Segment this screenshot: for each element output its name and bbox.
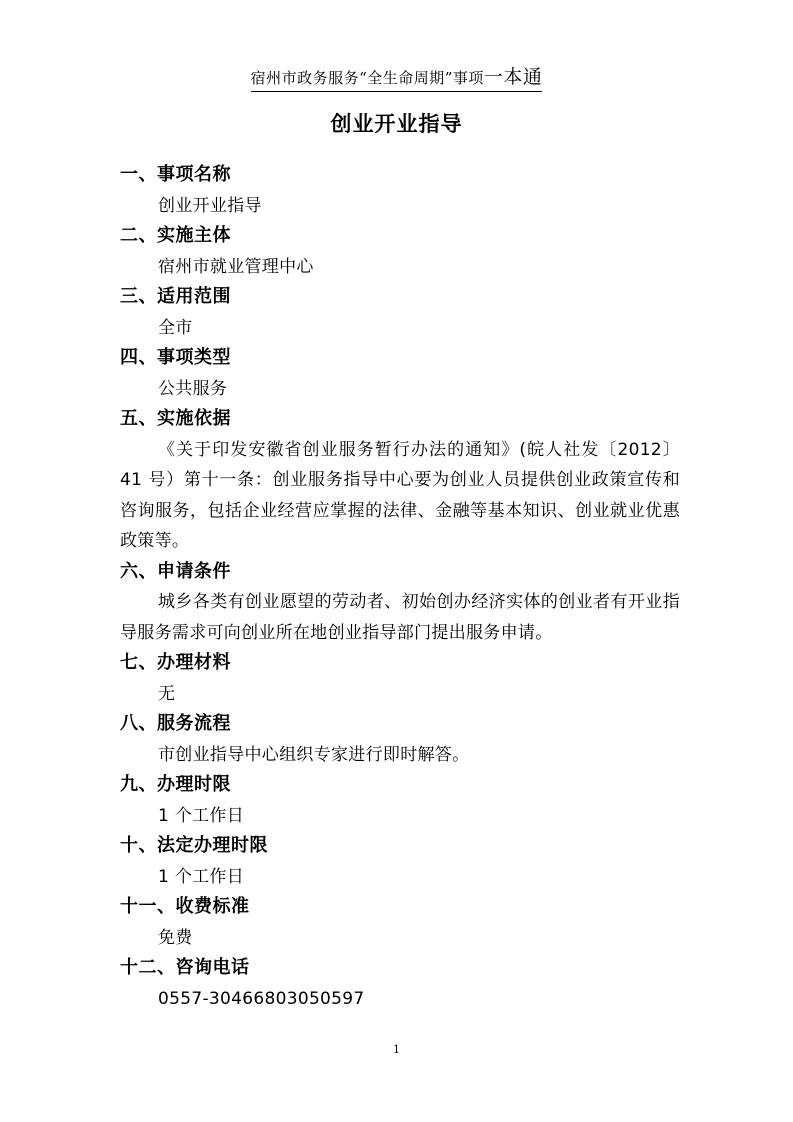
section-body-process: 市创业指导中心组织专家进行即时解答。 (158, 744, 470, 765)
section-body-legal-basis: 《关于印发安徽省创业服务暂行办法的通知》(皖人社发〔2012〕41 号）第十一条：创业服务指导中心要为创业人员提供创业政策宣传和咨询服务，包括企业经营应掌握的法律、金融等基本知识、创业就业优惠政策等。 (120, 439, 680, 551)
section-heading-conditions: 六、申请条件 (120, 560, 231, 582)
document-content (120, 160, 680, 1014)
section-body-implementer: 宿州市就业管理中心 (158, 256, 314, 277)
page-number: 1 (393, 1043, 400, 1056)
section-heading-materials: 七、办理材料 (120, 652, 231, 673)
section-heading-item-type: 四、事项类型 (120, 347, 231, 368)
section-body-legal-time-limit: 1 个工作日 (158, 866, 245, 887)
header-text-big: 一本通 (483, 66, 543, 88)
section-body-item-name: 创业开业指导 (158, 195, 262, 216)
section-heading-legal-basis: 五、实施依据 (120, 408, 231, 429)
section-heading-phone: 十二、咨询电话 (120, 957, 250, 978)
section-heading-implementer: 二、实施主体 (120, 225, 231, 246)
section-heading-fees: 十一、收费标准 (120, 896, 250, 917)
section-body-time-limit: 1 个工作日 (158, 805, 245, 826)
section-body-conditions: 城乡各类有创业愿望的劳动者、初始创办经济实体的创业者有开业指导服务需求可向创业所在地创业指导部门提出服务申请。 (120, 592, 680, 643)
section-body-phone: 0557-30466803050597 (158, 988, 365, 1009)
section-heading-scope: 三、适用范围 (120, 286, 231, 307)
section-body-materials: 无 (158, 683, 176, 704)
header-text (251, 62, 543, 92)
header-text-main: 宿州市政务服务“全生命周期”事项 (250, 69, 484, 87)
section-heading-item-name: 一、事项名称 (120, 164, 231, 185)
section-heading-legal-time-limit: 十、法定办理时限 (120, 835, 268, 856)
section-body-item-type: 公共服务 (158, 378, 228, 399)
section-heading-time-limit: 九、办理时限 (120, 774, 231, 795)
section-body-scope: 全市 (158, 317, 193, 338)
section-heading-process: 八、服务流程 (120, 713, 231, 734)
document-title: 创业开业指导 (330, 112, 463, 136)
page-header (0, 62, 793, 92)
section-body-fees: 免费 (158, 927, 193, 948)
